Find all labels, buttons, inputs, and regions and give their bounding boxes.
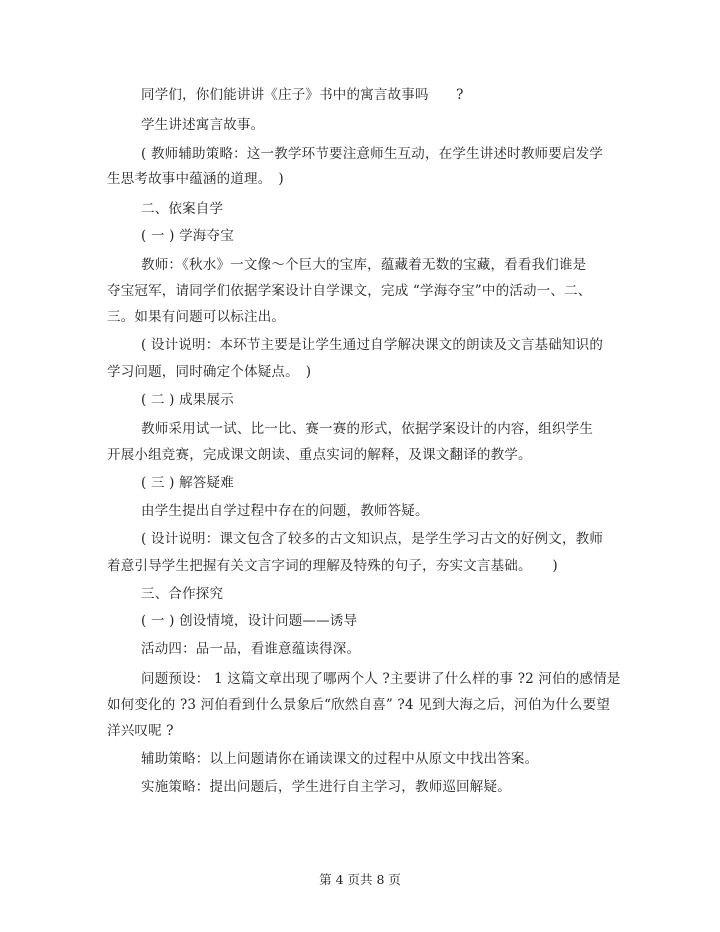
paragraph-line: 教师采用试一试、比一比、赛一赛的形式，依据学案设计的内容，组织学生 [141, 421, 594, 437]
paragraph-line: 洋兴叹呢 ? [107, 723, 174, 739]
subsection-heading: ( 三 ) 解答疑难 [141, 475, 234, 491]
paragraph-line: 三。如果有问题可以标注出。 [107, 309, 286, 325]
paragraph-line: 学生讲述寓言故事。 [141, 117, 265, 133]
subsection-heading: ( 一 ) 创设情境，设计问题——诱导 [141, 613, 358, 629]
paragraph-line: 开展小组竞赛，完成课文朗读、重点实词的解释，及课文翻译的教学。 [107, 447, 532, 463]
paragraph-line: 教师：《秋水》一文像～个巨大的宝库，蕴藏着无数的宝藏，看看我们谁是 [141, 257, 587, 273]
subsection-heading: ( 二 ) 成果展示 [141, 392, 234, 408]
paragraph-line: 着意引导学生把握有关文言字词的理解及特殊的句子，夯实文言基础。 ) [107, 558, 558, 574]
paragraph-line: 实施策略：提出问题后，学生进行自主学习，教师巡回解疑。 [141, 779, 511, 795]
paragraph-line: 辅助策略：以上问题请你在诵读课文的过程中从原文中找出答案。 [141, 751, 539, 767]
paragraph-line: 同学们，你们能讲讲《庄子》书中的寓言故事吗 ? [141, 87, 464, 103]
page-number-footer: 第 4 页共 8 页 [319, 872, 401, 887]
paragraph-line: ( 设计说明：课文包含了较多的古文知识点，是学生学习古文的好例文，教师 [141, 531, 604, 547]
paragraph-line: 如何变化的 ?3 河伯看到什么景象后“欣然自喜” ?4 见到大海之后，河伯为什么要望 [107, 697, 611, 713]
paragraph-line: 由学生提出自学过程中存在的问题，教师答疑。 [141, 503, 429, 519]
paragraph-line: 学习问题，同时确定个体疑点。 ) [107, 364, 312, 380]
subsection-heading: ( 一 ) 学海夺宝 [141, 228, 234, 244]
section-heading: 三、合作探究 [141, 586, 224, 602]
section-heading: 二、依案自学 [141, 201, 224, 217]
paragraph-line: ( 教师辅助策略：这一教学环节要注意师生互动，在学生讲述时教师要启发学 [141, 146, 604, 162]
paragraph-line: 活动四：品一品，看谁意蕴读得深。 [141, 641, 361, 657]
paragraph-line: 问题预设： 1 这篇文章出现了哪两个人 ?主要讲了什么样的事 ?2 河伯的感情是 [141, 671, 621, 687]
paragraph-line: ( 设计说明：本环节主要是让学生通过自学解决课文的朗读及文言基础知识的 [141, 337, 604, 353]
paragraph-line: 生思考故事中蕴涵的道理。 ) [107, 171, 284, 187]
paragraph-line: 夺宝冠军，请同学们依据学案设计自学课文，完成 “学海夺宝”中的活动一、二、 [107, 283, 592, 299]
